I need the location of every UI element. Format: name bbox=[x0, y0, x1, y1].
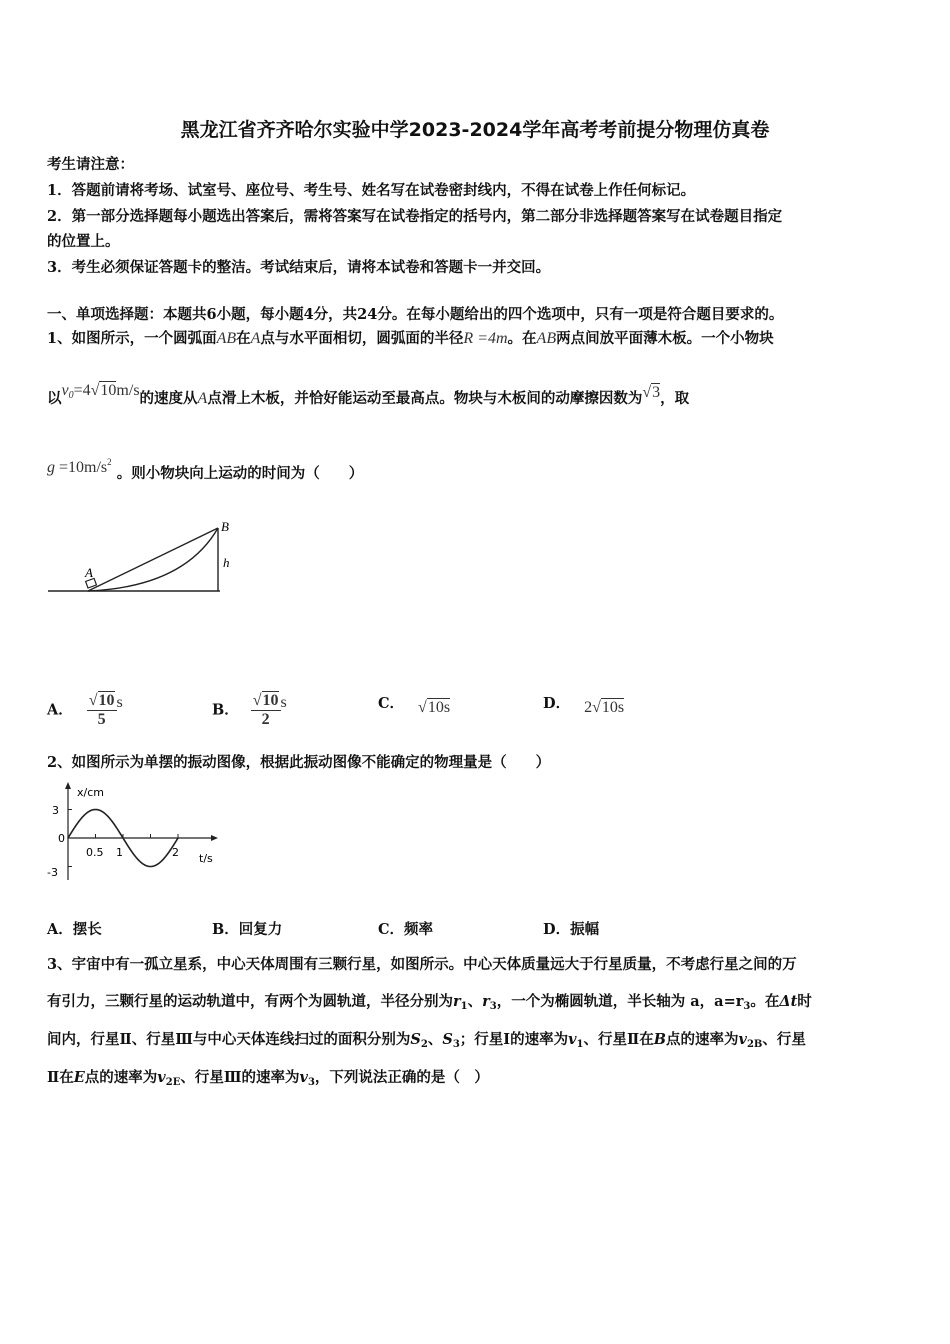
notice-item-2-cont: 的位置上。 bbox=[47, 233, 120, 250]
oscillation-graph bbox=[44, 780, 234, 885]
q1-line-3: $g =10m/s^2$ 。则小物块向上运动的时间为（ ） bbox=[47, 457, 364, 482]
q3-line-3: 间内，行星Ⅱ、行星Ⅲ与中心天体连线扫过的面积分别为$S_2$、$S_3$；行星Ⅰ的速率为$v_1$、行星Ⅱ在B点的速率为$v_{2B}$、行星 bbox=[47, 1031, 806, 1050]
q2-stem: 2、如图所示为单摆的振动图像，根据此振动图像不能确定的物理量是（ ） bbox=[47, 754, 551, 771]
y-tick-neg3: -3 bbox=[47, 866, 58, 879]
notice-item-2: 2．第一部分选择题每小题选出答案后，需将答案写在试卷指定的括号内，第二部分非选择题答案写在试卷题目指定 bbox=[47, 208, 783, 225]
y-tick-3: 3 bbox=[52, 804, 59, 817]
q2-option-b[interactable]: B．回复力 bbox=[212, 921, 283, 938]
q1-option-c[interactable]: C． √10s bbox=[378, 695, 451, 716]
q3-line-1: 3、宇宙中有一孤立星系，中心天体周围有三颗行星，如图所示。中心天体质量远大于行星质量，不考虑行星之间的万 bbox=[47, 956, 797, 973]
page-title: 黑龙江省齐齐哈尔实验中学2023-2024学年高考考前提分物理仿真卷 bbox=[180, 119, 770, 141]
label-B: B bbox=[221, 519, 229, 534]
q2-option-d[interactable]: D．振幅 bbox=[543, 921, 600, 938]
x-axis-label: t/s bbox=[199, 852, 213, 865]
q2-option-a[interactable]: A．摆长 bbox=[47, 921, 102, 938]
y-axis-arrow bbox=[65, 782, 71, 789]
q1-option-d[interactable]: D． 2√10s bbox=[543, 695, 625, 716]
q1-line-2: 以$v_0=4√10m/s$的速度从A点滑上木板，并恰好能运动至最高点。物块与木板间的动摩擦因数为√3，取 bbox=[47, 382, 690, 407]
q3-line-4: Ⅱ在E点的速率为$v_{2E}$、行星Ⅲ的速率为$v_3$，下列说法正确的是（ ） bbox=[47, 1069, 489, 1088]
section-heading: 一、单项选择题：本题共6小题，每小题4分，共24分。在每小题给出的四个选项中，只有一项是符合题目要求的。 bbox=[47, 306, 784, 323]
notice-item-1: 1．答题前请将考场、试室号、座位号、考生号、姓名写在试卷密封线内，不得在试卷上作任何标记。 bbox=[47, 182, 696, 199]
x-axis-arrow bbox=[211, 835, 218, 841]
q1-line-1: 1、如图所示，一个圆弧面AB在A点与水平面相切，圆弧面的半径R =4m。在AB两点间放平面薄木板。一个小物块 bbox=[47, 330, 774, 347]
x-tick-0-5: 0.5 bbox=[86, 846, 104, 859]
q1-option-b[interactable]: B． $\frac{√10}{2}$ s bbox=[212, 692, 287, 728]
notice-item-3: 3．考生必须保证答题卡的整洁。考试结束后，请将本试卷和答题卡一并交回。 bbox=[47, 259, 551, 276]
q3-line-2: 有引力，三颗行星的运动轨道中，有两个为圆轨道，半径分别为$r_1$、$r_3$，一个为椭圆轨道，半长轴为 a，$a=r_3$。在Δt时 bbox=[47, 993, 812, 1012]
label-A: A bbox=[85, 565, 93, 580]
incline-figure bbox=[44, 515, 244, 600]
y-axis-label: x/cm bbox=[77, 786, 104, 799]
notice-heading: 考生请注意： bbox=[47, 156, 134, 173]
x-tick-2: 2 bbox=[172, 846, 179, 859]
q1-option-a[interactable]: A． $\frac{√10}{5}$ s bbox=[47, 692, 123, 728]
x-tick-1: 1 bbox=[116, 846, 123, 859]
y-tick-0: 0 bbox=[58, 832, 65, 845]
q2-option-c[interactable]: C．频率 bbox=[378, 921, 434, 938]
label-h: h bbox=[223, 555, 230, 570]
